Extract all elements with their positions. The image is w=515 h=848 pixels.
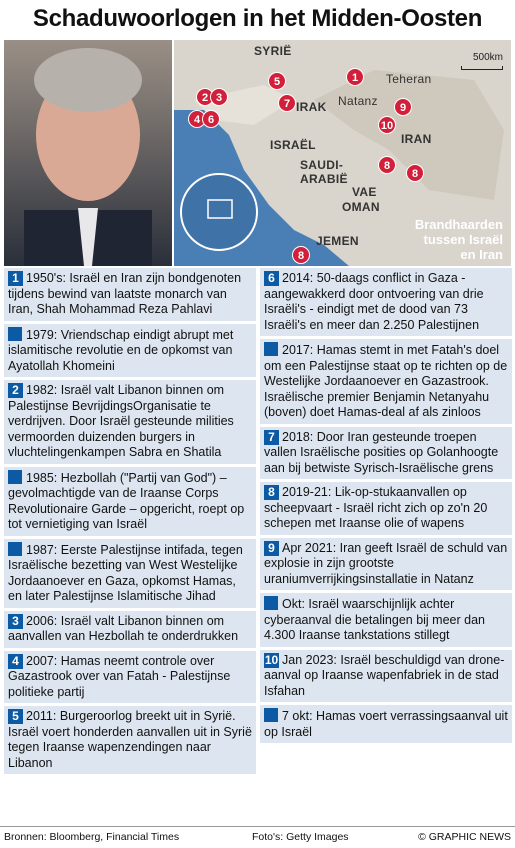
- timeline-item: [4, 539, 256, 608]
- map-marker: 9: [394, 98, 412, 116]
- timeline-item: [4, 324, 256, 378]
- item-text: 1979: Vriendschap eindigt abrupt met islamitische revolutie en de opkomst van Ayatollah Khomeini: [8, 327, 234, 373]
- timeline-item: [260, 482, 512, 535]
- item-bullet-icon: [8, 327, 22, 341]
- footer-photos: Foto's: Getty Images: [252, 831, 349, 843]
- item-number: 6: [264, 271, 279, 286]
- map-caption: [415, 217, 503, 262]
- item-text: 2017: Hamas stemt in met Fatah's doel om een Palestijnse staat op te richten op de Westelijke Jordaanoever en Gazastrook. Israëlische premier Benjamin Netanyahu (boven) doet Hamas-deal af als zinloos: [264, 343, 508, 419]
- item-number: 9: [264, 541, 279, 556]
- item-number: 4: [8, 654, 23, 669]
- map-label-syria: SYRIË: [254, 44, 292, 58]
- timeline-item: [260, 705, 512, 743]
- map-label-yemen: JEMEN: [316, 234, 359, 248]
- item-text: 1985: Hezbollah ("Partij van God") – gevolmachtigde van de Iraanse Corps Revolutionaire Garde – opgericht, roept op tot vernietiging van Israël: [8, 470, 245, 531]
- timeline-item: [4, 467, 256, 536]
- item-text: Apr 2021: Iran geeft Israël de schuld van explosie in zijn grootste uraniumverrijkingsinstallatie in Natanz: [264, 540, 508, 586]
- item-text: 2006: Israël valt Libanon binnen om aanvallen van Hezbollah te onderdrukken: [8, 613, 239, 643]
- map-label-uae: VAE: [352, 185, 377, 199]
- footer-credit: © GRAPHIC NEWS: [418, 831, 511, 843]
- item-bullet-icon: [264, 708, 278, 722]
- footer: [0, 826, 515, 847]
- map-marker: 6: [202, 110, 220, 128]
- timeline-item: [4, 380, 256, 464]
- map-marker: 7: [278, 94, 296, 112]
- item-text: Okt: Israël waarschijnlijk achter cyberaanval die betalingen bij meer dan 4.300 Iraanse tankstations stillegt: [264, 597, 485, 642]
- item-bullet-icon: [264, 596, 278, 610]
- scale-bar: [461, 66, 503, 70]
- item-text: Jan 2023: Israël beschuldigd van drone-aanval op Iraanse wapenfabriek in de stad Isfahan: [264, 652, 505, 698]
- map-caption-line: Brandhaarden: [414, 217, 503, 232]
- item-bullet-icon: [264, 342, 278, 356]
- map-marker: 3: [210, 88, 228, 106]
- timeline-item: [4, 611, 256, 648]
- item-number: 5: [8, 709, 23, 724]
- map-marker: 4: [188, 110, 206, 128]
- item-bullet-icon: [8, 470, 22, 484]
- timeline-item: [260, 538, 512, 591]
- map-marker: 1: [346, 68, 364, 86]
- item-text: 2014: 50-daags conflict in Gaza - aangewakkerd door ontvoering van drie Israëli's - eindigt met de dood van 73 Israëli's en meer dan 2.250 Palestijnen: [264, 271, 484, 332]
- map-caption-line: tussen Israël: [423, 232, 503, 247]
- item-number: 10: [264, 652, 279, 667]
- item-bullet-icon: [8, 542, 22, 556]
- timeline-item: [260, 427, 512, 480]
- item-text: 2019-21: Lik-op-stukaanvallen op scheepvaart - Israël richt zich op zo'n 20 schepen met Iraanse olie of wapens: [264, 485, 488, 530]
- map-label-oman: OMAN: [342, 200, 380, 214]
- timeline-item: [260, 650, 512, 703]
- map-label-tehran: Teheran: [386, 72, 432, 86]
- map-label-iraq: IRAK: [296, 100, 327, 114]
- timeline-item: [4, 268, 256, 321]
- map-caption-line: en Iran: [460, 247, 503, 262]
- timeline-left-column: [4, 268, 256, 777]
- timeline: [4, 268, 511, 826]
- footer-sources: Bronnen: Bloomberg, Financial Times: [4, 831, 180, 843]
- item-text: 2007: Hamas neemt controle over Gazastrook over van Fatah - Palestijnse politieke partij: [8, 653, 231, 699]
- timeline-item: [260, 268, 512, 336]
- map-scale: 500km: [472, 52, 503, 63]
- item-number: 3: [8, 614, 23, 629]
- map-marker: 8: [292, 246, 310, 264]
- netanyahu-photo: [4, 40, 172, 266]
- map-marker: 2: [196, 88, 214, 106]
- item-text: 1982: Israël valt Libanon binnen om Palestijnse BevrijdingsOrganisatie te verdrijven. Door Israël gesteunde milities vermoorden duizenden burgers in vluchtelingenkampen Sabra en Shatila: [8, 383, 234, 459]
- timeline-item: [4, 706, 256, 774]
- map-marker: 8: [378, 156, 396, 174]
- item-number: 2: [8, 383, 23, 398]
- page-title: Schaduwoorlogen in het Midden-Oosten: [32, 5, 483, 32]
- map-label-natanz: Natanz: [338, 94, 378, 108]
- item-text: 1950's: Israël en Iran zijn bondgenoten tijdens bewind van laatste monarch van Iran, Shah Mohammad Reza Pahlavi: [8, 271, 242, 316]
- map-label-iran: IRAN: [401, 132, 432, 146]
- item-number: 8: [264, 485, 279, 500]
- timeline-item: [4, 651, 256, 704]
- timeline-right-column: [260, 268, 512, 746]
- item-text: 1987: Eerste Palestijnse intifada, tegen Israëlische bezetting van West Westelijke Jordaanoever en Gaza, opkomst Hamas, en later Palestijnse Islamitische Jihad: [8, 542, 243, 603]
- map-marker: 5: [268, 72, 286, 90]
- region-map: [174, 40, 511, 266]
- item-number: 7: [264, 430, 279, 445]
- header-panel: [4, 40, 511, 266]
- item-number: 1: [8, 271, 23, 286]
- timeline-item: [260, 339, 512, 424]
- item-text: 7 okt: Hamas voert verrassingsaanval uit op Israël: [264, 709, 508, 739]
- map-label-israel: ISRAËL: [270, 138, 316, 152]
- timeline-item: [260, 593, 512, 647]
- map-label-saudi: SAUDI- ARABIË: [300, 158, 348, 186]
- item-text: 2018: Door Iran gesteunde troepen vallen Israëlische posities op Golanhoogte aan bij betwiste Syrisch-Israëlische grens: [264, 429, 499, 475]
- item-text: 2011: Burgeroorlog breekt uit in Syrië. Israël voert honderden aanvallen uit in Syrië tegen Iraanse wapenzendingen naar Libanon: [8, 709, 252, 770]
- map-marker: 8: [406, 164, 424, 182]
- map-marker: 10: [378, 116, 396, 134]
